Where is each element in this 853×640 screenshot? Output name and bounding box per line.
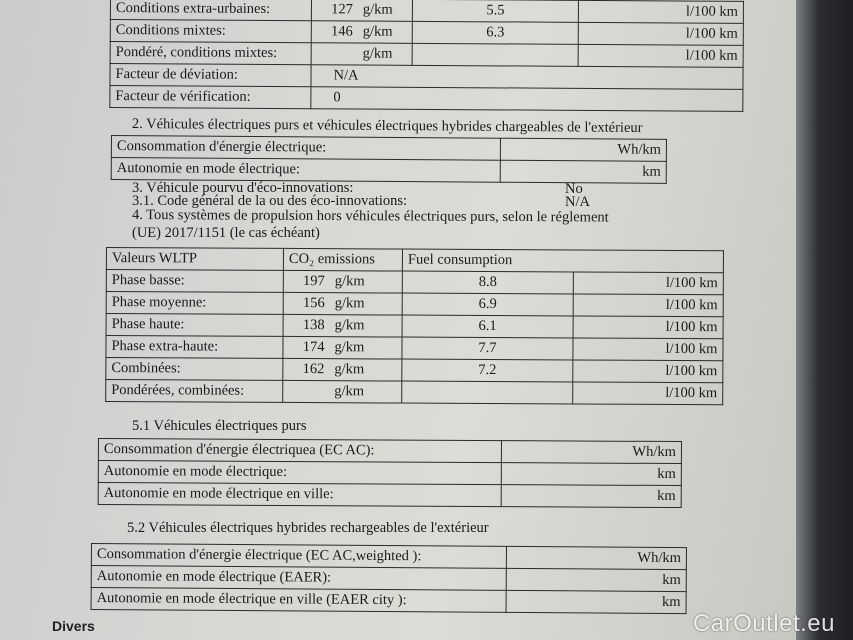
row-label: Autonomie en mode électrique en ville (EAER city ): bbox=[91, 588, 506, 613]
section-5-2-heading: 5.2 Véhicules électriques hybrides rechargeables de l'extérieur bbox=[127, 520, 489, 536]
item-3-value: No bbox=[565, 181, 583, 197]
item-3-1-value: N/A bbox=[565, 194, 590, 210]
table-row bbox=[106, 336, 723, 361]
co2-cell bbox=[311, 21, 412, 44]
header-co2: CO₂ emissions bbox=[283, 248, 402, 271]
table-row bbox=[98, 439, 681, 464]
row-label: Conditions extra-urbaines: bbox=[110, 0, 311, 21]
co2-unit: g/km bbox=[334, 339, 365, 356]
row-unit: Wh/km bbox=[506, 546, 686, 569]
row-label: Consommation d'énergie électriquea (EC AC): bbox=[98, 439, 501, 463]
co2-unit: g/km bbox=[334, 383, 365, 400]
co2-unit: g/km bbox=[362, 1, 393, 18]
emissions-table-top bbox=[109, 0, 744, 112]
table-row bbox=[106, 314, 723, 339]
fuel-value bbox=[402, 381, 573, 404]
co2-cell bbox=[311, 0, 412, 21]
fuel-value: 7.2 bbox=[402, 359, 573, 382]
co2-cell bbox=[283, 336, 402, 359]
co2-cell bbox=[283, 380, 402, 403]
item-3-1-label: 3.1. Code général de la ou des éco-innovations: bbox=[132, 193, 408, 209]
fuel-value bbox=[412, 43, 578, 66]
row-label: Phase basse: bbox=[106, 270, 283, 293]
table-header-row bbox=[106, 248, 723, 273]
row-label: Autonomie en mode électrique: bbox=[98, 461, 501, 485]
row-label: Autonomie en mode électrique: bbox=[111, 158, 500, 183]
fuel-value: 6.1 bbox=[402, 315, 573, 338]
fuel-unit: l/100 km bbox=[573, 294, 723, 317]
row-label: Consommation d'énergie électrique (EC AC,weighted ): bbox=[91, 544, 506, 569]
co2-unit: g/km bbox=[362, 23, 393, 40]
row-label: Autonomie en mode électrique en ville: bbox=[98, 483, 501, 507]
table-row bbox=[106, 380, 723, 405]
table-row bbox=[106, 270, 723, 295]
row-label: Combinées: bbox=[106, 358, 283, 381]
item-4-line-2: (UE) 2017/1151 (le cas échéant) bbox=[132, 225, 320, 241]
table-edge-background bbox=[796, 0, 853, 640]
row-label: Phase extra-haute: bbox=[106, 336, 283, 359]
fuel-unit: l/100 km bbox=[578, 44, 743, 67]
fuel-unit: l/100 km bbox=[578, 0, 743, 23]
header-label: Valeurs WLTP bbox=[106, 248, 283, 271]
co2-cell bbox=[311, 43, 412, 66]
row-label: Pondéré, conditions mixtes: bbox=[110, 42, 311, 65]
row-unit: km bbox=[501, 485, 681, 508]
table-row bbox=[110, 86, 743, 112]
row-unit: Wh/km bbox=[501, 441, 681, 464]
item-4-line-1: 4. Tous systèmes de propulsion hors véhicules électriques purs, selon le réglement bbox=[131, 207, 609, 226]
wltp-table bbox=[105, 247, 724, 405]
row-unit: km bbox=[501, 463, 681, 486]
co2-cell bbox=[283, 314, 402, 337]
table-row bbox=[106, 292, 723, 317]
fuel-value: 6.9 bbox=[402, 293, 573, 316]
divers-heading: Divers bbox=[52, 618, 95, 634]
fuel-unit: l/100 km bbox=[578, 22, 743, 45]
table-row bbox=[106, 358, 723, 383]
co2-cell bbox=[283, 292, 402, 315]
item-3-label: 3. Véhicule pourvu d'éco-innovations: bbox=[132, 180, 354, 196]
co2-unit: g/km bbox=[334, 295, 365, 312]
row-label: Pondérées, combinées: bbox=[106, 380, 283, 403]
co2-value: 156 bbox=[302, 295, 325, 312]
co2-value: 162 bbox=[302, 361, 325, 378]
row-label: Conditions mixtes: bbox=[110, 20, 311, 43]
fuel-value: 7.7 bbox=[402, 337, 573, 360]
fuel-value: 8.8 bbox=[402, 271, 573, 294]
fuel-value: 6.3 bbox=[412, 21, 578, 44]
row-unit: Wh/km bbox=[500, 138, 666, 161]
row-label: Consommation d'énergie électrique: bbox=[111, 136, 500, 161]
row-unit: km bbox=[506, 590, 686, 613]
deviation-label: Facteur de déviation: bbox=[110, 64, 311, 87]
co2-cell bbox=[283, 270, 402, 293]
co2-value: 146 bbox=[330, 23, 353, 40]
table-row bbox=[91, 588, 686, 614]
fuel-unit: l/100 km bbox=[573, 272, 723, 295]
row-unit: km bbox=[500, 160, 666, 183]
fuel-unit: l/100 km bbox=[573, 382, 723, 405]
co2-cell bbox=[283, 358, 402, 381]
co2-value: 197 bbox=[303, 273, 325, 290]
row-label: Autonomie en mode électrique (EAER): bbox=[91, 566, 506, 591]
fuel-value: 5.5 bbox=[412, 0, 578, 22]
co2-value: 138 bbox=[302, 317, 325, 334]
section-2-heading: 2. Véhicules électriques purs et véhicules électriques hybrides chargeables de l'extérieur bbox=[131, 116, 643, 137]
row-label: Phase moyenne: bbox=[106, 292, 283, 315]
fuel-unit: l/100 km bbox=[573, 338, 723, 361]
row-label: Phase haute: bbox=[106, 314, 283, 337]
section-5-1-heading: 5.1 Véhicules électriques purs bbox=[132, 418, 307, 434]
table-row bbox=[98, 461, 681, 486]
co2-unit: g/km bbox=[362, 45, 393, 62]
co2-value: 127 bbox=[331, 1, 353, 18]
electric-table bbox=[111, 135, 667, 184]
fuel-unit: l/100 km bbox=[573, 316, 723, 339]
fuel-unit: l/100 km bbox=[573, 360, 723, 383]
table-row bbox=[98, 483, 681, 508]
co2-unit: g/km bbox=[334, 361, 365, 378]
co2-unit: g/km bbox=[334, 317, 365, 334]
row-unit: km bbox=[506, 568, 686, 591]
verification-label: Facteur de vérification: bbox=[110, 86, 311, 109]
header-fuel: Fuel consumption bbox=[402, 249, 723, 273]
caroutlet-watermark: CarOutlet.eu bbox=[692, 610, 835, 637]
verification-value: 0 bbox=[311, 87, 743, 112]
deviation-value: N/A bbox=[311, 65, 743, 90]
plugin-hybrid-table bbox=[91, 543, 687, 614]
co2-unit: g/km bbox=[334, 273, 365, 290]
co2-value: 174 bbox=[302, 339, 325, 356]
pure-electric-table bbox=[98, 438, 682, 508]
